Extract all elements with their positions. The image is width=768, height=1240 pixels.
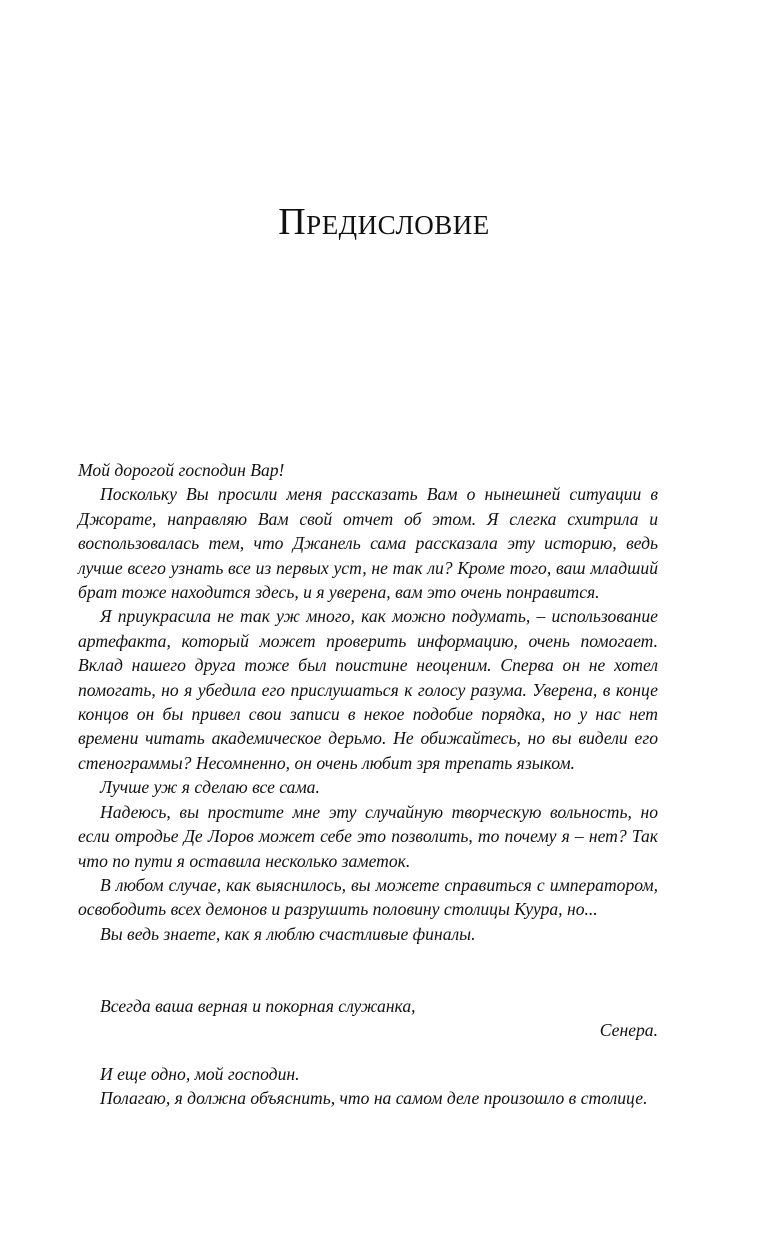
postscript: [78, 1062, 658, 1111]
paragraph: Лучше уж я сделаю все сама.: [100, 777, 320, 798]
paragraph: Поскольку Вы просили меня рассказать Вам о нынешней ситуации в Джорате, направляю Вам свой отчет об этом. Я слегка схитрила и воспользовалась тем, что Джанель сама рассказала эту историю, ведь лучше всего узнать все из первых уст, не так ли? Кроме того, ваш младший брат тоже находится здесь, и я уверена, вам это очень понравится.: [78, 484, 658, 603]
letter-body: [78, 458, 658, 946]
signature: Сенера.: [599, 1020, 658, 1041]
postscript-line: Полагаю, я должна объяснить, что на самом деле произошло в столице.: [100, 1088, 648, 1109]
page-title: Предисловие: [278, 201, 490, 243]
salutation: Мой дорогой господин Вар!: [78, 460, 285, 480]
paragraph: В любом случае, как выяснилось, вы можете справиться с императором, освободить всех демонов и разрушить половину столицы Куура, но...: [78, 874, 658, 920]
closing-line: Всегда ваша верная и покорная служанка,: [100, 996, 416, 1016]
paragraph: Вы ведь знаете, как я люблю счастливые финалы.: [100, 923, 476, 944]
paragraph: Надеюсь, вы простите мне эту случайную творческую вольность, но если отродье Де Лоров может себе это позволить, то почему я – нет? Так что по пути я оставила несколько заметок.: [78, 801, 658, 871]
paragraph: Я приукрасила не так уж много, как можно подумать, – использование артефакта, который может проверить информацию, очень помогает. Вклад нашего друга тоже был поистине неоценим. Сперва он не хотел помогать, но я убедила его прислушаться к голосу разума. Уверена, в конце концов он бы привел свои записи в некое подобие порядка, но у нас нет времени читать академическое дерьмо. Не обижайтесь, но вы видели его стенограммы? Несомненно, он очень любит зря трепать языком.: [78, 606, 658, 773]
letter-closing: [78, 994, 658, 1043]
postscript-line: И еще одно, мой господин.: [100, 1064, 300, 1084]
